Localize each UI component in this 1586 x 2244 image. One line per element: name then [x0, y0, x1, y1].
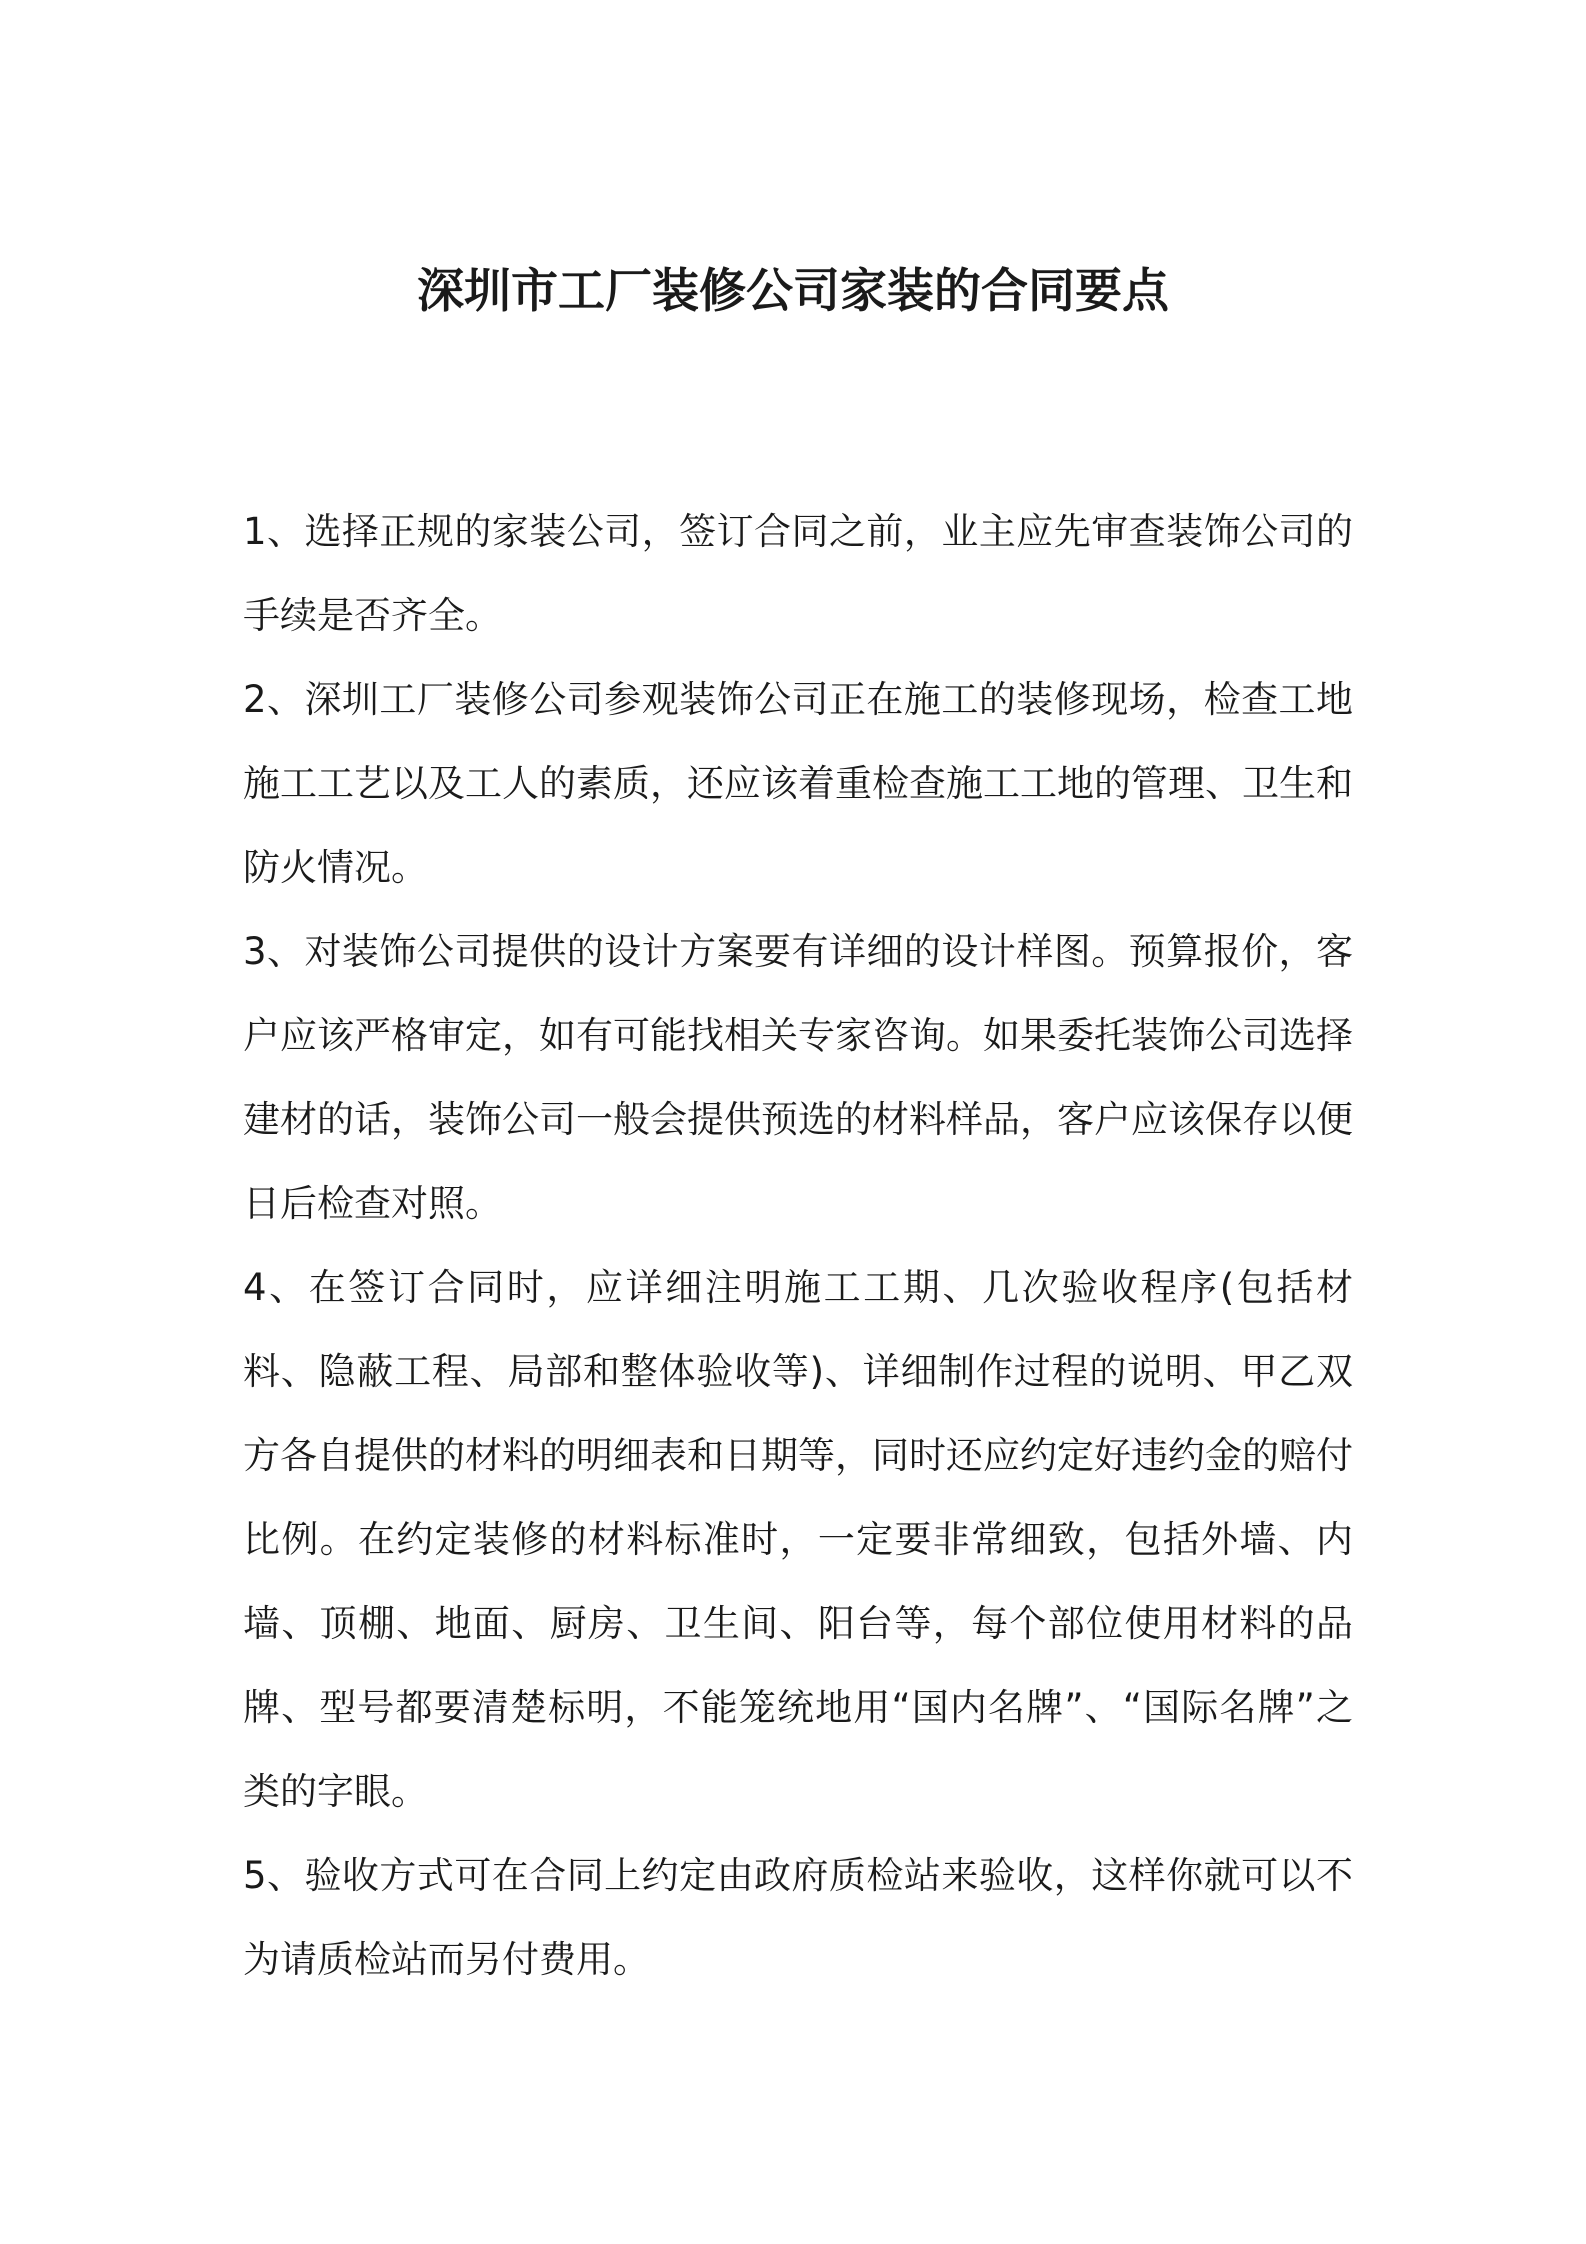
paragraph-2: 2、深圳工厂装修公司参观装饰公司正在施工的装修现场，检查工地施工工艺以及工人的素质，还应该着重检查施工工地的管理、卫生和防火情况。 — [243, 678, 1353, 889]
document-body — [243, 490, 1353, 2002]
paragraph-4: 4、在签订合同时，应详细注明施工工期、几次验收程序(包括材料、隐蔽工程、局部和整体验收等)、详细制作过程的说明、甲乙双方各自提供的材料的明细表和日期等，同时还应约定好违约金的赔付比例。在约定装修的材料标准时，一定要非常细致，包括外墙、内墙、顶棚、地面、厨房、卫生间、阳台等，每个部位使用材料的品牌、型号都要清楚标明，不能笼统地用“国内名牌”、“国际名牌”之类的字眼。 — [243, 1266, 1353, 1813]
document-title: 深圳市工厂装修公司家装的合同要点 — [417, 264, 1169, 319]
paragraph-1: 1、选择正规的家装公司，签订合同之前，业主应先审查装饰公司的手续是否齐全。 — [243, 510, 1353, 637]
paragraph-5: 5、验收方式可在合同上约定由政府质检站来验收，这样你就可以不为请质检站而另付费用。 — [243, 1854, 1353, 1981]
paragraph-3: 3、对装饰公司提供的设计方案要有详细的设计样图。预算报价，客户应该严格审定，如有可能找相关专家咨询。如果委托装饰公司选择建材的话，装饰公司一般会提供预选的材料样品，客户应该保存以便日后检查对照。 — [243, 930, 1353, 1225]
